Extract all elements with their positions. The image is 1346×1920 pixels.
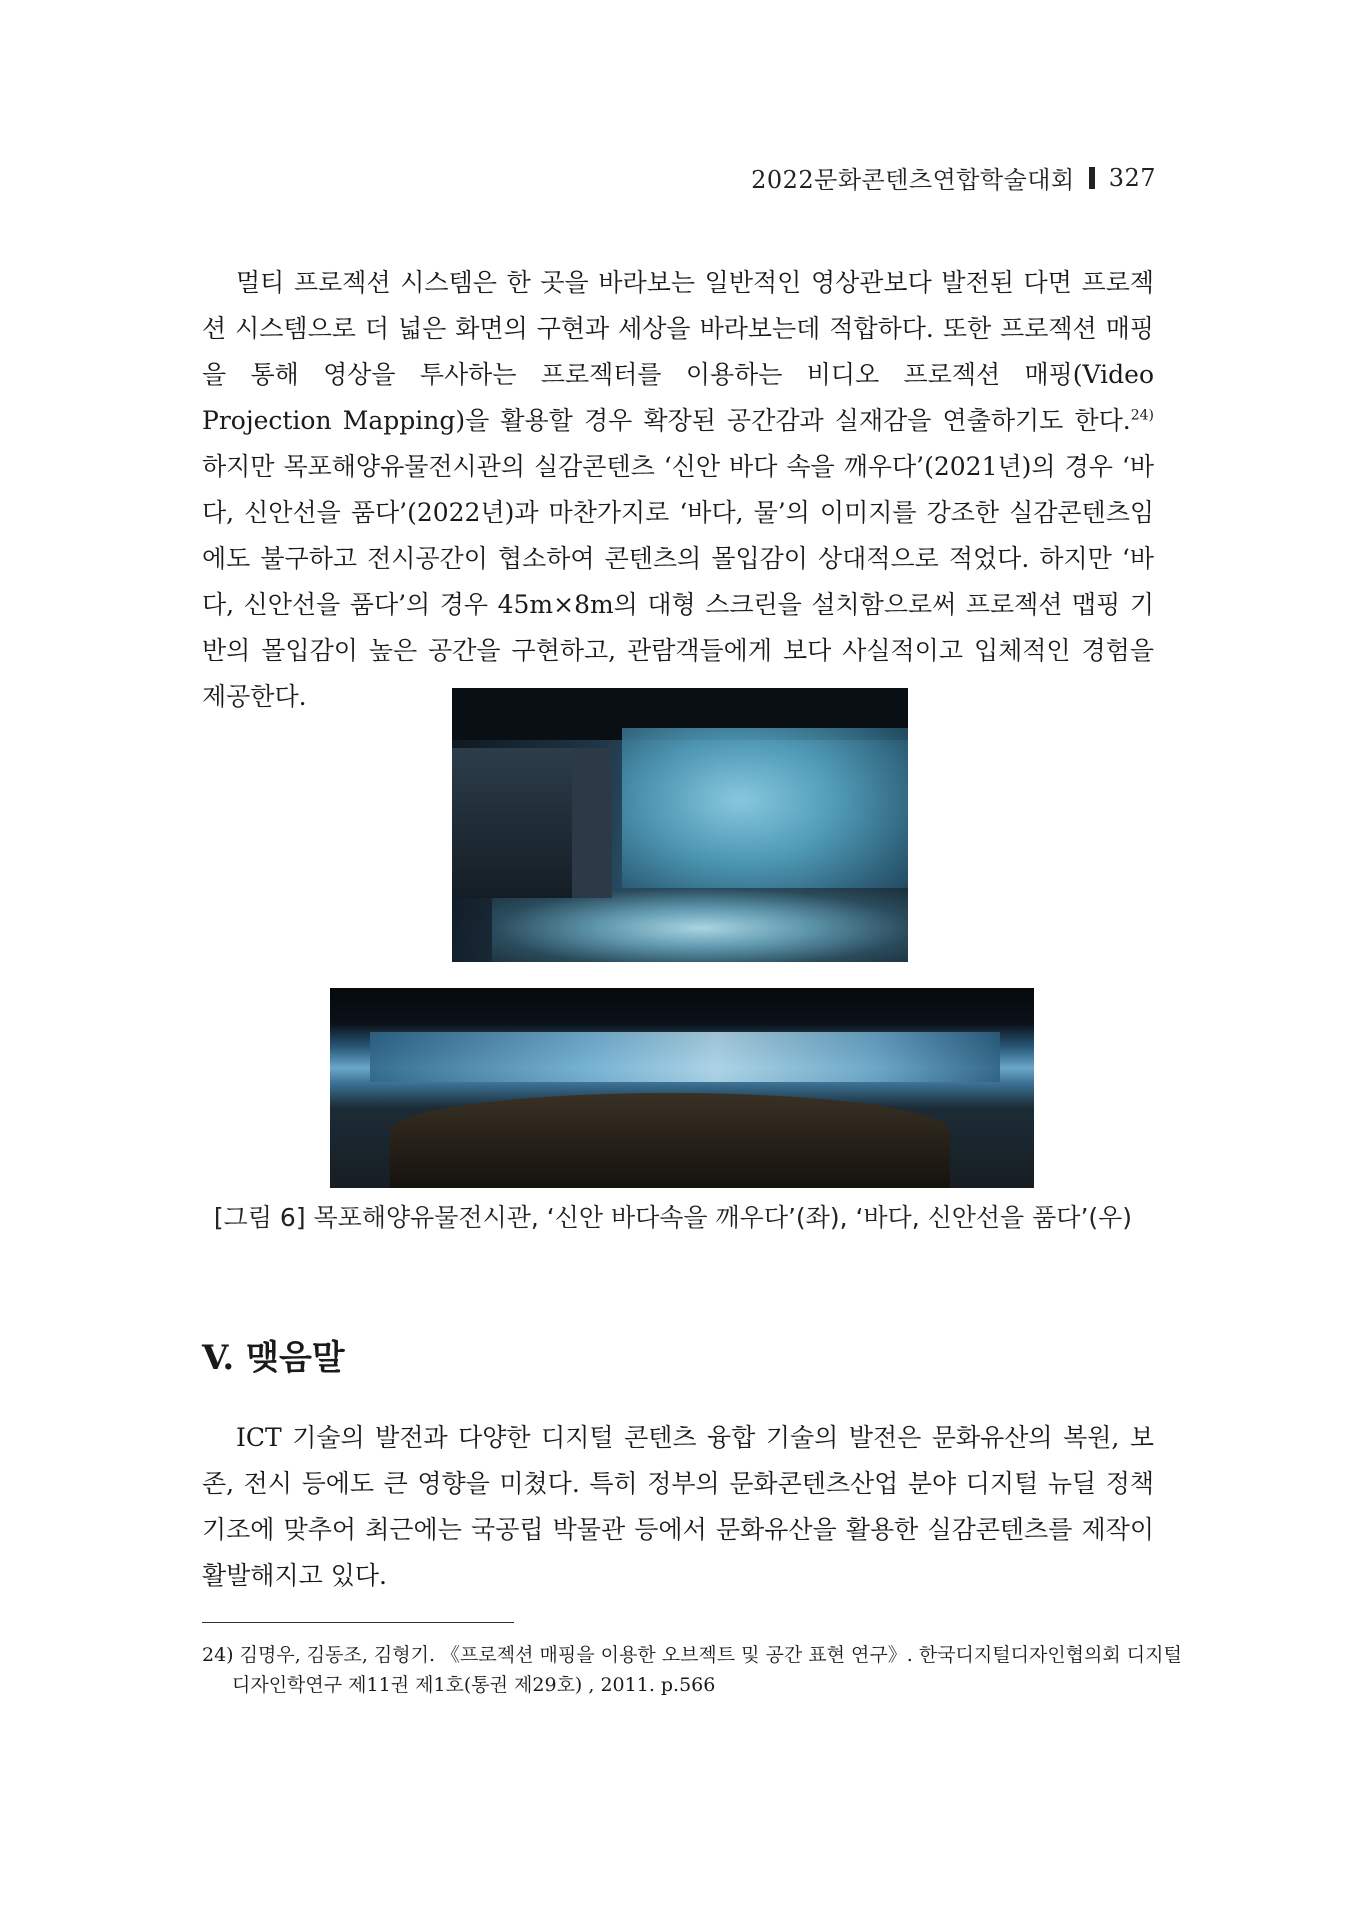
footnote: 24) 김명우, 김동조, 김형기. 《프로젝션 매핑을 이용한 오브젝트 및 공간 표현 연구》. 한국디지털디자인협의회 디지털디자인학연구 제11권 제1호(통권 제29호) , 2011. p.566 (202, 1644, 1182, 1696)
projection-floor (492, 888, 908, 962)
paragraph-text: 멀티 프로젝션 시스템은 한 곳을 바라보는 일반적인 영상관보다 발전된 다면 프로젝션 시스템으로 더 넓은 화면의 구현과 세상을 바라보는데 적합하다. 또한 프로젝션 매핑을 통해 영상을 투사하는 프로젝터를 이용하는 비디오 프로젝션 매핑(Video Projection Mapping)을 활용할 경우 확장된 공간감과 실재감을 연출하기도 한다. (202, 268, 1154, 435)
body-paragraph-1 (202, 260, 1154, 720)
footnote-divider (202, 1622, 514, 1623)
projection-wall (622, 728, 908, 908)
body-paragraph-2: ICT 기술의 발전과 다양한 디지털 콘텐츠 융합 기술의 발전은 문화유산의 복원, 보존, 전시 등에도 큰 영향을 미쳤다. 특히 정부의 문화콘텐츠산업 분야 디지털 뉴딜 정책 기조에 맞추어 최근에는 국공립 박물관 등에서 문화유산을 활용한 실감콘텐츠를 제작이 활발해지고 있다. (202, 1423, 1154, 1590)
exhibition-photo-right (330, 988, 1034, 1188)
figure-caption: [그림 6] 목포해양유물전시관, ‘신안 바다속을 깨우다’(좌), ‘바다, 신안선을 품다’(우) (213, 1203, 1133, 1232)
conference-title: 2022문화콘텐츠연합학술대회 (751, 166, 1075, 194)
section-heading: V. 맺음말 (202, 1338, 345, 1378)
page-number: 327 (1108, 163, 1156, 192)
panoramic-screen (370, 1032, 1000, 1082)
pillar (572, 748, 612, 898)
running-header (751, 160, 1156, 195)
footnote-reference: 24) (1130, 407, 1154, 424)
display-case (452, 748, 572, 898)
paragraph-text-continued: 하지만 목포해양유물전시관의 실감콘텐츠 ‘신안 바다 속을 깨우다’(2021년)의 경우 ‘바다, 신안선을 품다’(2022년)과 마찬가지로 ‘바다, 물’의 이미지를 강조한 실감콘텐츠임에도 불구하고 전시공간이 협소하여 콘텐츠의 몰입감이 상대적으로 적었다. 하지만 ‘바다, 신안선을 품다’의 경우 45m×8m의 대형 스크린을 설치함으로써 프로젝션 맵핑 기반의 몰입감이 높은 공간을 구현하고, 관람객들에게 보다 사실적이고 입체적인 경험을 제공한다. (202, 452, 1154, 711)
header-separator (1089, 167, 1095, 189)
ship-hull (390, 1093, 950, 1188)
exhibition-photo-left (452, 688, 908, 962)
